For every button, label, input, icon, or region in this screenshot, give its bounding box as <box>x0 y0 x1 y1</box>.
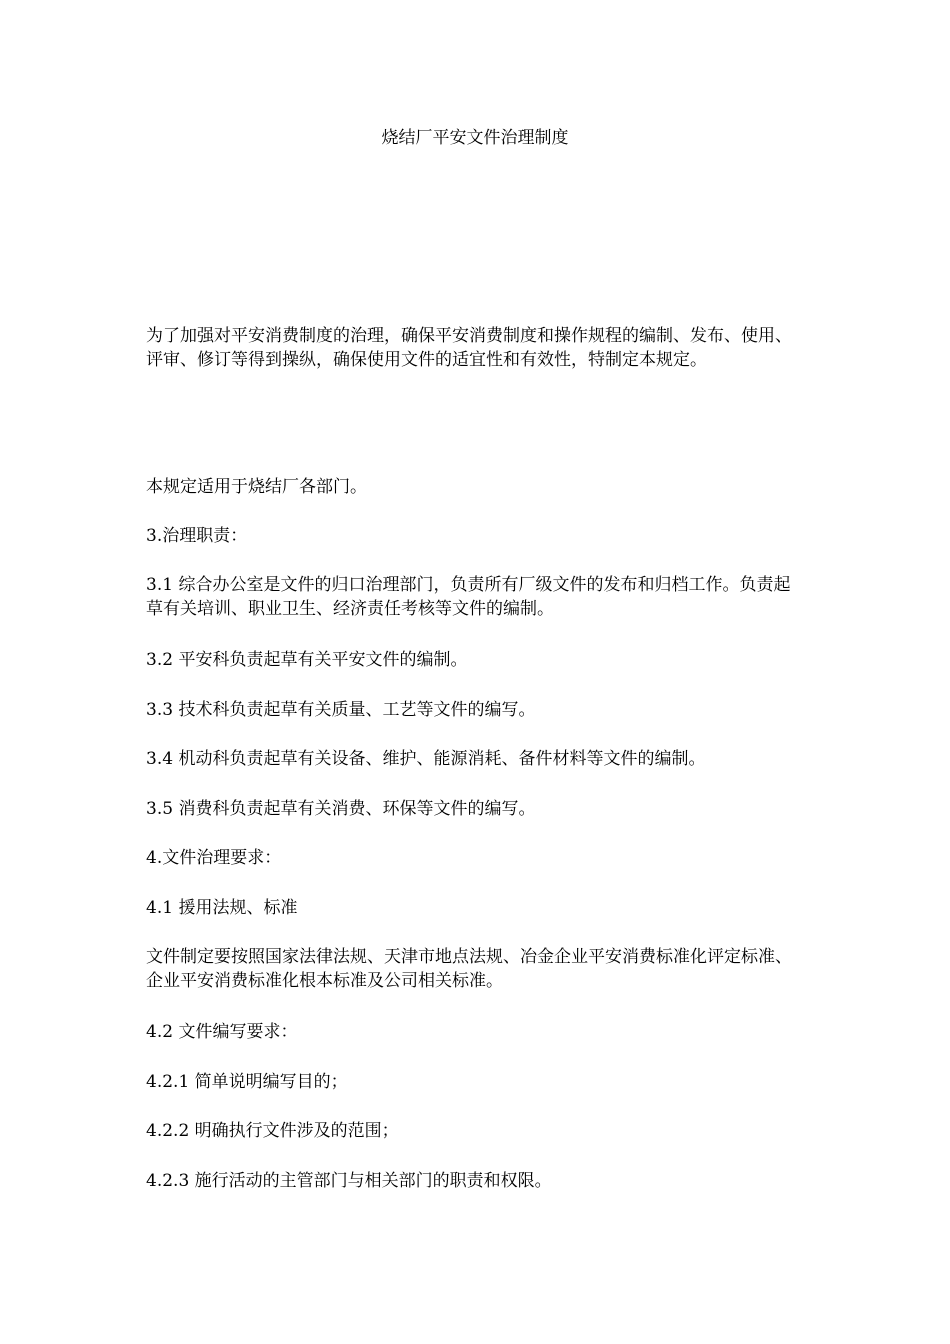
intro-paragraph: 为了加强对平安消费制度的治理，确保平安消费制度和操作规程的编制、发布、使用、评审、修订等得到操纵，确保使用文件的适宜性和有效性，特制定本规定。 <box>146 326 792 370</box>
clause-paragraph: 3.3 技术科负责起草有关质量、工艺等文件的编写。 <box>146 700 536 720</box>
document-title: 烧结厂平安文件治理制度 <box>381 128 569 148</box>
clause-paragraph: 4.2 文件编写要求： <box>146 1022 298 1042</box>
clause-paragraph: 3.5 消费科负责起草有关消费、环保等文件的编写。 <box>146 799 536 819</box>
clause-paragraph: 文件制定要按照国家法律法规、天津市地点法规、冶金企业平安消费标准化评定标准、企业平安消费标准化根本标准及公司相关标准。 <box>146 947 792 991</box>
section-heading: 3.治理职责： <box>146 526 248 546</box>
clause-paragraph: 4.1 援用法规、标准 <box>146 898 298 918</box>
clause-paragraph: 4.2.2 明确执行文件涉及的范围； <box>146 1121 399 1141</box>
section-heading: 4.文件治理要求： <box>146 848 282 868</box>
scope-paragraph: 本规定适用于烧结厂各部门。 <box>146 477 367 497</box>
clause-paragraph: 3.4 机动科负责起草有关设备、维护、能源消耗、备件材料等文件的编制。 <box>146 749 706 769</box>
clause-paragraph: 3.2 平安科负责起草有关平安文件的编制。 <box>146 650 468 670</box>
clause-paragraph: 3.1 综合办公室是文件的归口治理部门，负责所有厂级文件的发布和归档工作。负责起草有关培训、职业卫生、经济责任考核等文件的编制。 <box>146 575 791 619</box>
clause-paragraph: 4.2.3 施行活动的主管部门与相关部门的职责和权限。 <box>146 1171 552 1191</box>
clause-paragraph: 4.2.1 简单说明编写目的； <box>146 1072 348 1092</box>
